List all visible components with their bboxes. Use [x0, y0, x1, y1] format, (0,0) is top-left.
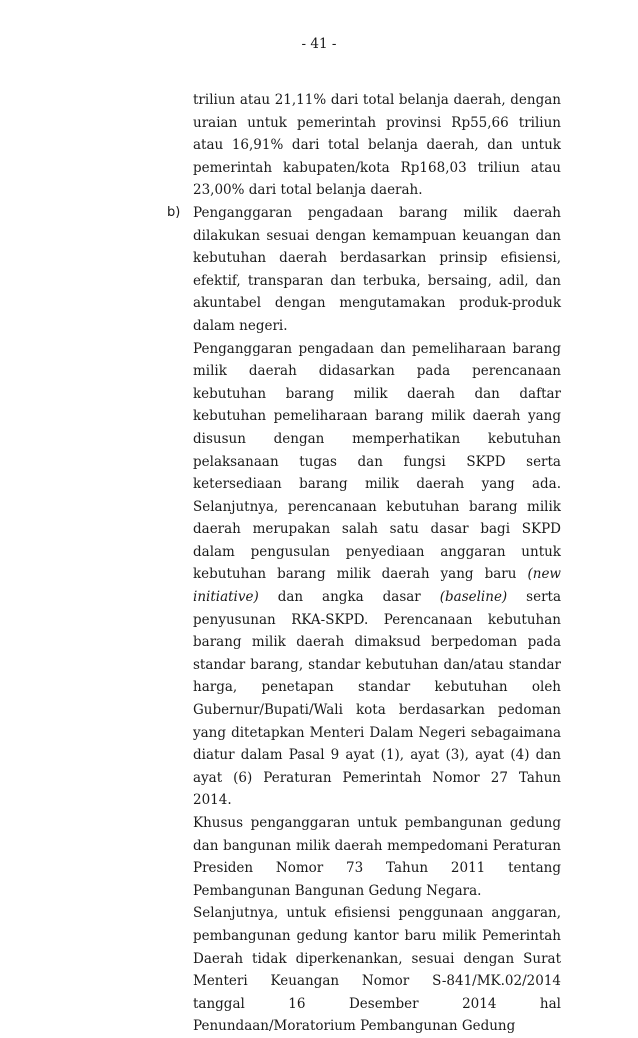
paragraph-text: triliun atau 21,11% dari total belanja daerah, dengan uraian untuk pemerintah provinsi Rp55,66 triliun atau 16,91% dari total belanja daerah, dan untuk pemerintah kabupaten/kota Rp168,03 triliun atau 23,00% dari total belanja daerah. — [193, 92, 561, 199]
page-number: - 41 - — [301, 36, 337, 52]
paragraph-text: Penganggaran pengadaan barang milik daerah dilakukan sesuai dengan kemampuan keuangan dan kebutuhan daerah berdasarkan prinsip efisiensi, efektif, transparan dan terbuka, bersaing, adil, dan akuntabel dengan mengutamakan produk-produk dalam negeri. — [193, 204, 561, 334]
paragraph-text: serta penyusunan RKA-SKPD. Perencanaan kebutuhan barang milik daerah dimaksud berpedoman pada standar barang, standar kebutuhan dan/atau standar harga, penetapan standar kebutuhan oleh Gubernur/Bupati/Wali kota berdasarkan pedoman yang ditetapkan Menteri Dalam Negeri sebagaimana diatur dalam Pasal 9 ayat (1), ayat (3), ayat (4) dan ayat (6) Peraturan Pemerintah Nomor 27 Tahun 2014. — [193, 589, 562, 809]
paragraph-building-budget — [193, 812, 561, 902]
document-body — [0, 89, 638, 1038]
paragraph-text: Selanjutnya, untuk efisiensi penggunaan anggaran, pembangunan gedung kantor baru milik Pemerintah Daerah tidak diperkenankan, sesuai dengan Surat Menteri Keuangan Nomor S-841/MK.02/2014 tanggal 16 Desember 2014 hal Penundaan/Moratorium Pembangunan Gedung — [193, 905, 561, 1035]
italic-term-new-initiative: (new initiative) — [193, 566, 561, 606]
list-item-b — [167, 202, 561, 338]
paragraph-efficiency — [193, 902, 561, 1038]
paragraph-text: Khusus penganggaran untuk pembangunan gedung dan bangunan milik daerah mempedomani Peraturan Presiden Nomor 73 Tahun 2011 tentang Pembangunan Bangunan Gedung Negara. — [193, 815, 561, 899]
list-marker: b) — [167, 204, 181, 220]
paragraph-text: dan angka dasar — [277, 589, 421, 606]
paragraph-text: Penganggaran pengadaan dan pemeliharaan barang milik daerah didasarkan pada perencanaan kebutuhan barang milik daerah dan daftar kebutuhan pemeliharaan barang milik daerah yang disusun dengan memperhatikan kebutuhan pelaksanaan tugas dan fungsi SKPD serta ketersediaan barang milik daerah yang ada. Selanjutnya, perencanaan kebutuhan barang milik daerah merupakan salah satu dasar bagi SKPD dalam pengusulan penyediaan anggaran untuk kebutuhan barang milik daerah yang baru — [193, 340, 561, 583]
paragraph-continuation — [193, 89, 561, 202]
italic-term-baseline: (baseline) — [439, 589, 508, 606]
paragraph-procurement-planning — [193, 338, 561, 812]
